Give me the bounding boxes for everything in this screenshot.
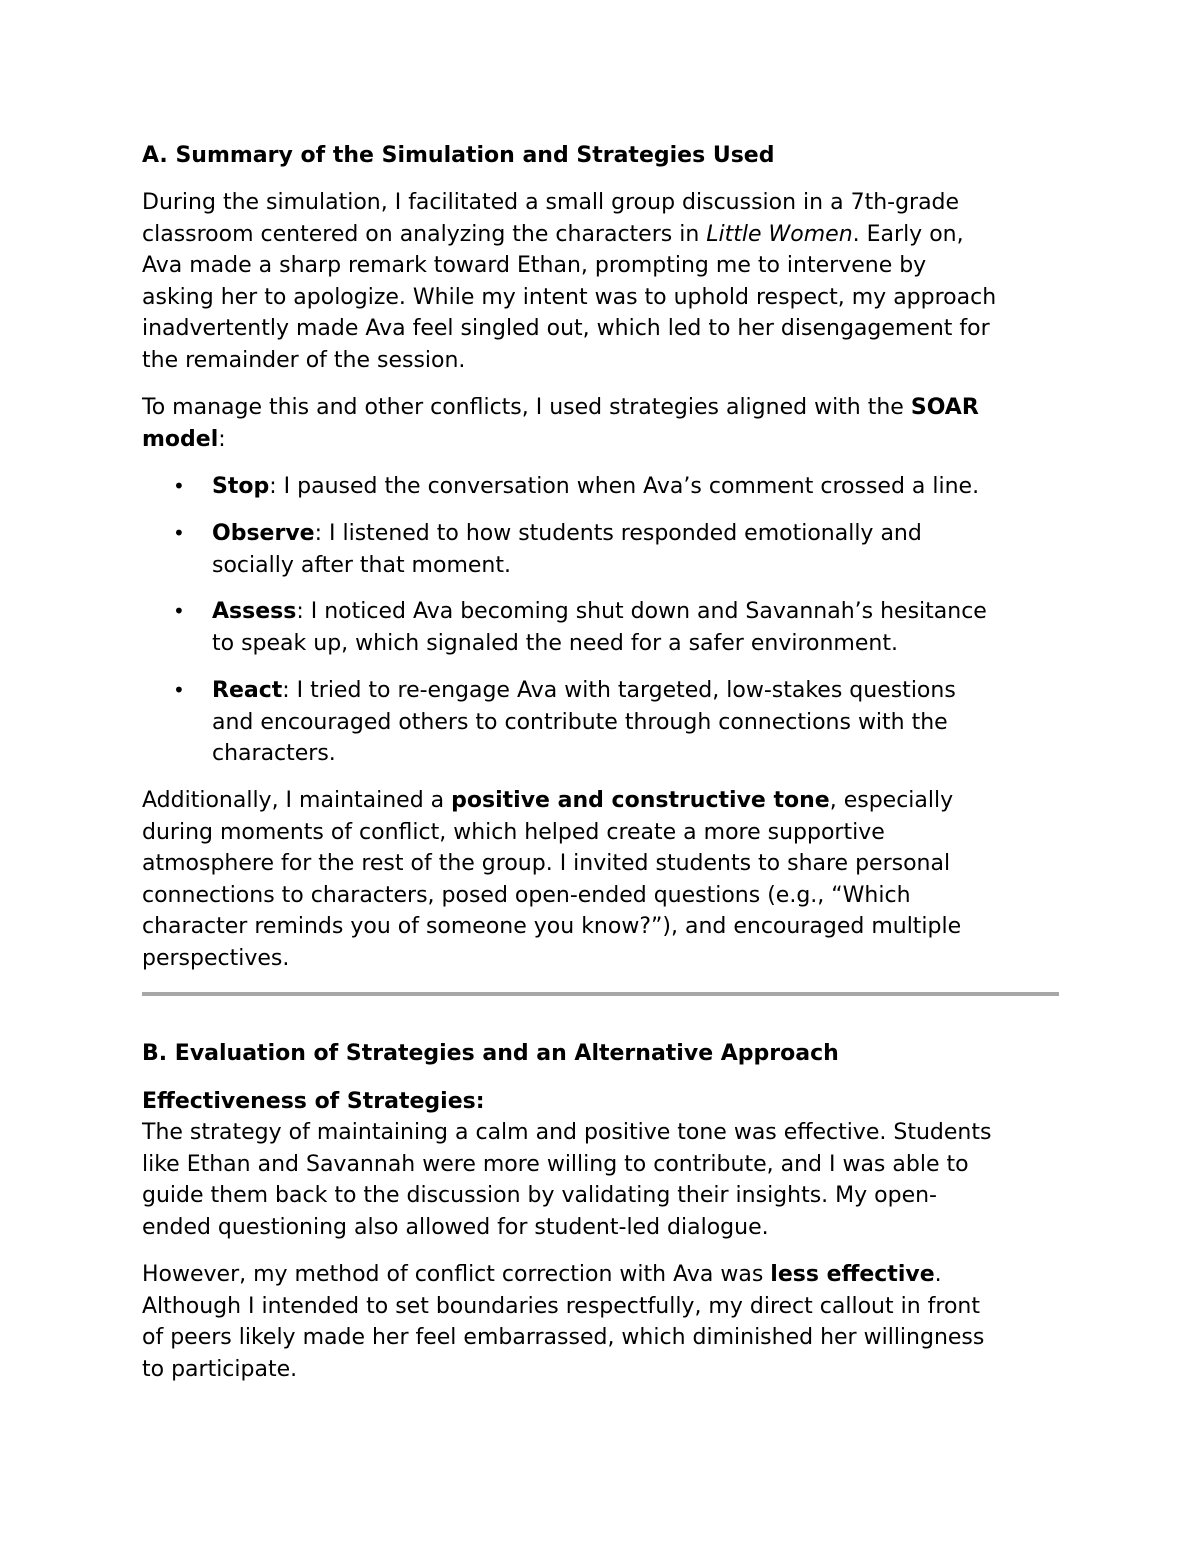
text-line: guide them back to the discussion by validating their insights. My open- [142,1183,937,1208]
section-a-paragraph-3 [142,785,1062,974]
text-line: characters. [212,741,336,766]
bold-term: less effective [770,1262,935,1287]
text-line: inadvertently made Ava feel singled out, which led to her disengagement for [142,316,990,341]
bullet-icon: • [173,474,185,498]
text-line: to speak up, which signaled the need for a safer environment. [212,630,898,656]
book-title: Little Women [706,221,853,247]
section-a-paragraph-2 [142,392,1062,455]
bullet-text [212,518,922,581]
text-line: like Ethan and Savannah were more willing to contribute, and I was able to [142,1151,969,1177]
text-run: . Early on, [852,221,964,247]
text-line: character reminds you of someone you know?”), and encouraged multiple [142,914,962,939]
text-run: , especially [829,788,954,813]
text-line: Although I intended to set boundaries respectfully, my direct callout in front [142,1293,980,1319]
text-run: However, my method of conflict correction with Ava was [142,1262,771,1287]
bullet-term: Observe [212,521,315,546]
text-run: : I tried to re-engage Ava with targeted, low-stakes questions [282,678,956,703]
text-line: to participate. [142,1356,298,1382]
text-line: connections to characters, posed open-ended questions (e.g., “Which [142,882,911,908]
text-run: classroom centered on analyzing the characters in [142,221,707,247]
text-line: During the simulation, I facilitated a small group discussion in a 7th-grade [142,190,960,215]
text-line: and encouraged others to contribute through connections with the [212,709,948,735]
text-line [142,219,1062,251]
text-line [212,518,922,550]
text-line: perspectives. [142,945,290,971]
bold-term: positive and constructive tone [451,788,830,813]
bullet-text [212,471,979,503]
text-line [142,1259,1062,1291]
text-line [212,675,956,707]
bullet-icon: • [173,678,185,702]
horizontal-divider [142,992,1059,996]
text-line [212,596,987,628]
text-line [212,471,979,503]
text-line: during moments of conflict, which helped create a more supportive [142,819,885,845]
bullet-icon: • [173,599,185,623]
text-run: : [218,426,226,452]
bullet-text [212,596,987,659]
bullet-term: React [212,678,283,703]
text-line [142,424,1062,456]
text-run: . [934,1262,942,1287]
text-run: : I listened to how students responded emotionally and [314,521,922,546]
text-line: The strategy of maintaining a calm and positive tone was effective. Students [142,1120,992,1145]
text-run: To manage this and other conflicts, I used strategies aligned with the [142,395,911,420]
text-line: ended questioning also allowed for student-led dialogue. [142,1214,769,1240]
section-a-heading: A. Summary of the Simulation and Strategies Used [142,143,775,168]
text-line: Ava made a sharp remark toward Ethan, prompting me to intervene by [142,253,927,278]
bold-term: model [142,426,219,452]
section-b-subheading: Effectiveness of Strategies: [142,1089,485,1114]
text-line: the remainder of the session. [142,347,466,373]
section-b-paragraph-2 [142,1259,1062,1385]
bold-term: SOAR [910,395,979,420]
text-line: asking her to apologize. While my intent was to uphold respect, my approach [142,284,997,310]
text-line: socially after that moment. [212,552,511,578]
section-b-heading: B. Evaluation of Strategies and an Alternative Approach [142,1041,839,1066]
text-run: Additionally, I maintained a [142,788,452,813]
bullet-text [212,675,956,770]
section-b-paragraph-1 [142,1117,1062,1243]
text-line [142,785,1062,817]
bullet-term: Stop [212,474,270,499]
text-run: : I noticed Ava becoming shut down and Savannah’s hesitance [296,599,987,624]
bullet-term: Assess [212,599,297,624]
text-run: : I paused the conversation when Ava’s comment crossed a line. [269,474,980,499]
section-a-paragraph-1 [142,187,1062,376]
text-line: atmosphere for the rest of the group. I invited students to share personal [142,851,951,876]
text-line [142,392,1062,424]
bullet-icon: • [173,521,185,545]
text-line: of peers likely made her feel embarrassed, which diminished her willingness [142,1325,985,1350]
